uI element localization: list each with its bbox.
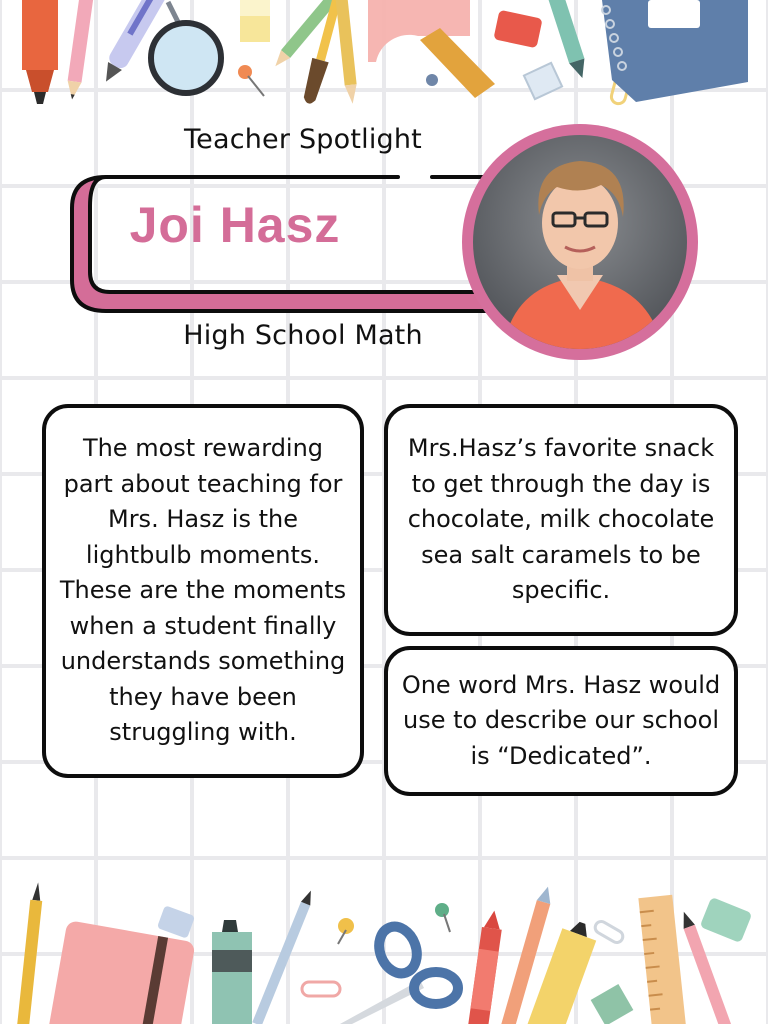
pencil-icon (65, 0, 94, 100)
marker-icon (212, 920, 252, 1024)
push-pin-icon (435, 903, 450, 932)
teacher-photo (473, 135, 687, 349)
push-pin-icon (238, 65, 264, 96)
one-word-text: One word Mrs. Hasz would use to describe our school is “Dedicated”. (401, 670, 721, 770)
eraser-icon (700, 897, 753, 943)
highlighter-icon (22, 0, 58, 104)
pen-icon (97, 0, 171, 87)
rewarding-text: The most rewarding part about teaching for Mrs. Hasz is the lightbulb moments. These are the moments when a student finally understands something they have been struggling with. (59, 434, 347, 747)
pencil-icon (17, 882, 44, 1024)
teacher-name: Joi Hasz (129, 197, 341, 253)
highlighter-icon (525, 917, 601, 1024)
school-supplies-top (0, 0, 768, 120)
magnifying-glass-icon (151, 2, 221, 93)
paintbrush-icon (301, 0, 347, 106)
paperclip-icon (610, 69, 632, 105)
pen-icon (544, 0, 590, 81)
pencil-icon (678, 910, 732, 1024)
binder-clip-icon (591, 984, 634, 1024)
snack-text: Mrs.Hasz’s favorite snack to get through the day is chocolate, milk chocolate sea salt caramels to be specific. (407, 434, 715, 605)
paperclip-icon (593, 919, 625, 944)
snack-card (384, 404, 738, 636)
eraser-icon (240, 0, 270, 42)
teacher-portrait (462, 124, 698, 360)
paperclip-icon (302, 982, 340, 996)
sharpener-icon (493, 10, 542, 48)
one-word-card (384, 646, 738, 796)
scissors-icon (340, 921, 458, 1024)
ruler-icon (638, 895, 686, 1024)
protractor-icon (368, 0, 495, 98)
school-supplies-bottom (0, 880, 768, 1024)
notebook-icon (602, 0, 748, 102)
pen-icon (252, 889, 315, 1024)
pen-icon (501, 885, 555, 1024)
push-pin-icon (338, 918, 354, 944)
sharpener-icon (157, 905, 195, 938)
subject-label: High School Math (183, 320, 423, 351)
push-pin-icon (426, 74, 438, 86)
crayon-icon (467, 909, 505, 1024)
binder-clip-icon (524, 63, 562, 99)
notebook-icon (47, 920, 196, 1024)
rewarding-card (42, 404, 364, 778)
spotlight-heading: Teacher Spotlight (184, 124, 422, 155)
pencil-icon (271, 0, 348, 70)
pencil-icon (335, 0, 359, 104)
